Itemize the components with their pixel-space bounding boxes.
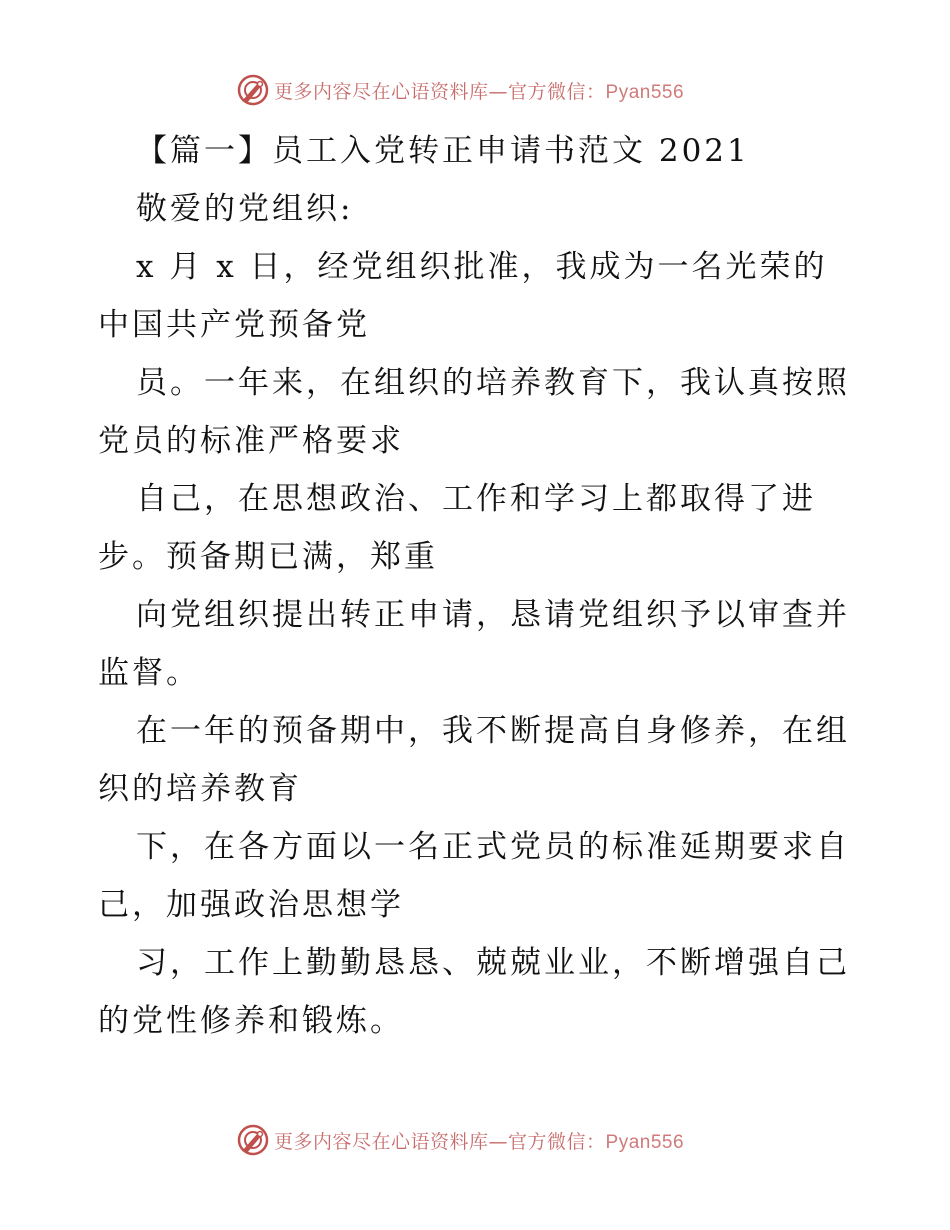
paragraph-line: 织的培养教育 <box>98 771 302 807</box>
paragraph-line: 己，加强政治思想学 <box>98 887 404 923</box>
logo-icon <box>236 73 270 107</box>
paragraph-line: 的党性修养和锻炼。 <box>98 1003 404 1039</box>
watermark-text: 更多内容尽在心语资料库—官方微信：Pyan556 <box>274 80 685 103</box>
document-body <box>98 122 858 1050</box>
paragraph-line: 自己，在思想政治、工作和学习上都取得了进 <box>136 481 816 517</box>
header-watermark <box>236 72 684 108</box>
paragraph-line: 党员的标准严格要求 <box>98 423 404 459</box>
paragraph-line: 在一年的预备期中，我不断提高自身修养，在组 <box>136 713 850 749</box>
paragraph-line: 向党组织提出转正申请，恳请党组织予以审查并 <box>136 597 850 633</box>
document-title: 【篇一】员工入党转正申请书范文 2021 <box>136 133 750 169</box>
watermark-text: 更多内容尽在心语资料库—官方微信：Pyan556 <box>274 1130 685 1153</box>
paragraph-line: 下，在各方面以一名正式党员的标准延期要求自 <box>136 829 850 865</box>
footer-watermark <box>236 1122 684 1158</box>
logo-icon <box>236 1123 270 1157</box>
paragraph-line: 习，工作上勤勤恳恳、兢兢业业，不断增强自己 <box>136 945 850 981</box>
salutation: 敬爱的党组织: <box>136 191 354 227</box>
paragraph-line: 员。一年来，在组织的培养教育下，我认真按照 <box>136 365 850 401</box>
paragraph-line: 中国共产党预备党 <box>98 307 370 343</box>
paragraph-line: 监督。 <box>98 655 200 691</box>
paragraph-line: x 月 x 日，经党组织批准，我成为一名光荣的 <box>136 249 828 285</box>
paragraph-line: 步。预备期已满，郑重 <box>98 539 438 575</box>
